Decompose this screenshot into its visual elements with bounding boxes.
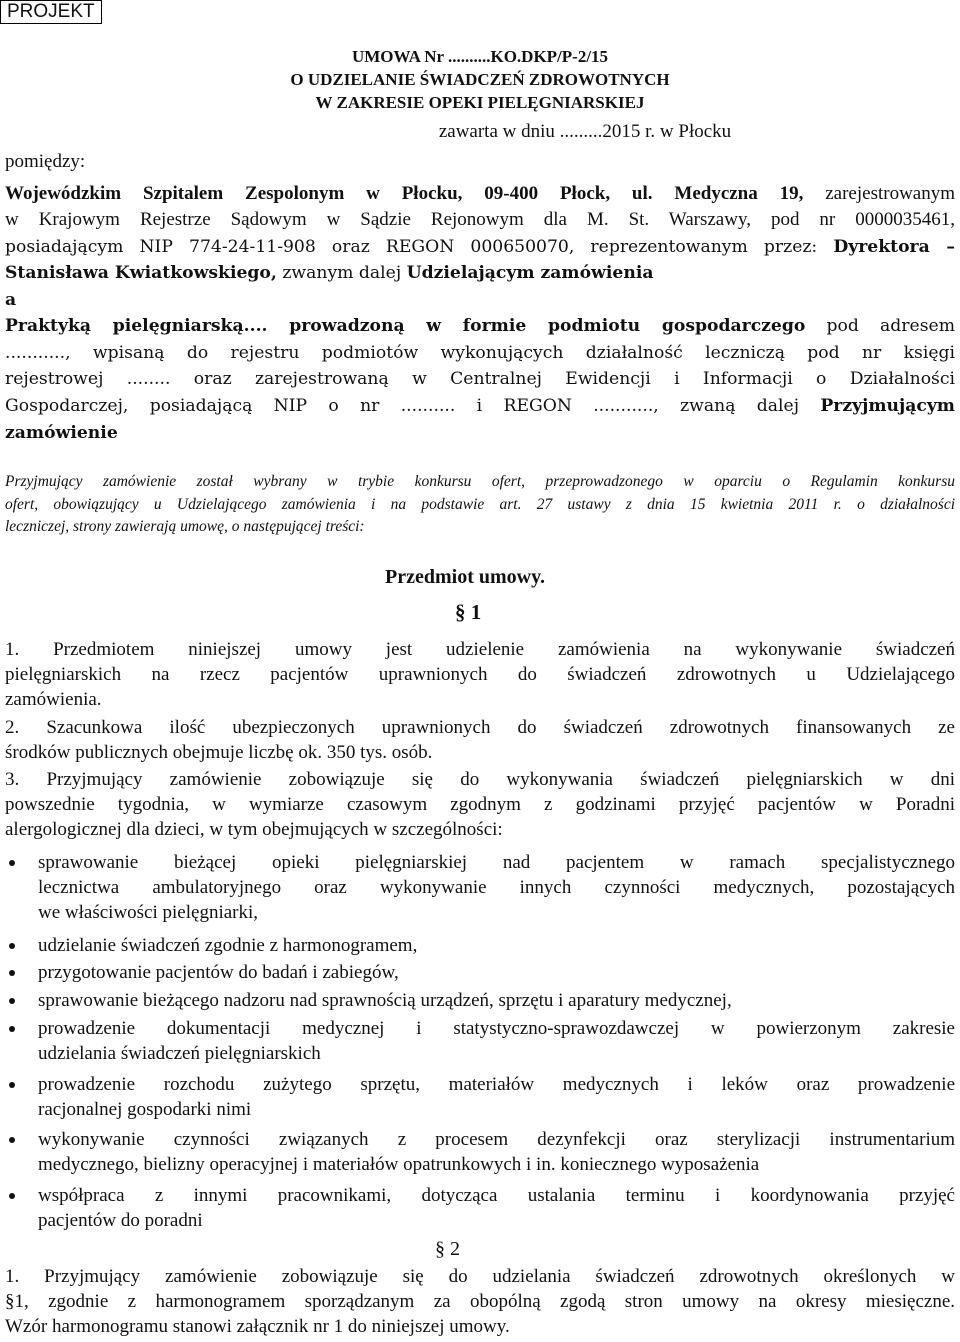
paragraph-1-mark: § 1: [455, 600, 482, 624]
point-2: 2. Szacunkowa ilość ubezpieczonych uprawnionych do świadczeń zdrowotnych finansowanych ze środków publicznych obejmuje liczbę ok. 350 tys. osób.: [5, 717, 955, 763]
and-conjunction: a: [5, 290, 17, 310]
nursing-practice: Praktyką pielęgniarską.... prowadzoną w formie podmiotu gospodarczego: [5, 316, 806, 336]
list-item: sprawowanie bieżącej opieki pielęgniarskiej nad pacjentem w ramach specjalistycznego lecznictwa ambulatoryjnego oraz wykonywanie innych czynności medycznych, pozostających we właściwości pielęgniarki,: [5, 850, 955, 925]
bullet-icon: [9, 970, 15, 976]
contract-title: UMOWA Nr ..........KO.DKP/P-2/15: [351, 47, 609, 66]
contract-subtitle-2: W ZAKRESIE OPEKI PIELĘGNIARSKIEJ: [315, 93, 645, 112]
list-item: udzielanie świadczeń zgodnie z harmonogramem,: [5, 933, 955, 958]
list-item: prowadzenie dokumentacji medycznej i statystyczno-sprawozdawczej w powierzonym zakresie udzielania świadczeń pielęgniarskich: [5, 1016, 955, 1066]
bullet-icon: [9, 1026, 15, 1032]
bullet-icon: [9, 860, 15, 866]
contract-header: [5, 45, 955, 114]
point-1: 1. Przedmiotem niniejszej umowy jest udzielenie zamówienia na wykonywanie świadczeń pielęgniarskich na rzecz pacjentów uprawnionych do świadczeń zdrowotnych u Udzielającego zamówienia.: [5, 639, 955, 710]
party-2-line-5: zamówienie: [5, 423, 118, 443]
list-item: prowadzenie rozchodu zużytego sprzętu, materiałów medycznych i leków oraz prowadzenie racjonalnej gospodarki nimi: [5, 1072, 955, 1122]
draft-badge: PROJEKT: [0, 0, 102, 24]
ordering-party-label: Udzielającym zamówienia: [406, 263, 654, 283]
preamble-line-2: ofert, obowiązujący u Udzielającego zamówienia i na podstawie art. 27 ustawy z dnia 15 kwietnia 2011 r. o działalności: [5, 496, 955, 513]
party-1-line-1: Wojewódzkim Szpitalem Zespolonym w Płocku, 09-400 Płock, ul. Medyczna 19, zarejestrowanym: [5, 183, 956, 204]
section-title: Przedmiot umowy.: [385, 566, 545, 588]
party-2-line-1: Praktyką pielęgniarską.... prowadzoną w formie podmiotu gospodarczego pod adresem: [5, 316, 955, 336]
parties-between: pomiędzy:: [5, 151, 86, 172]
paragraph-2-text: 1. Przyjmujący zamówienie zobowiązuje się do udzielania świadczeń zdrowotnych określonych w §1, zgodnie z harmonogramem sporządzanym za obopólną zgodą stron umowy na okresy miesięczne. Wzór harmonogramu stanowi załącznik nr 1 do niniejszej umowy.: [5, 1266, 955, 1337]
preamble-line-3: leczniczej, strony zawierają umowę, o następującej treści:: [5, 518, 365, 535]
list-item: współpraca z innymi pracownikami, dotycząca ustalania terminu i koordynowania przyjęć pacjentów do poradni: [5, 1183, 955, 1233]
party-2-line-2: ..........., wpisaną do rejestru podmiotów wykonujących działalność leczniczą pod nr księgi: [5, 343, 955, 363]
director-name: Stanisława Kwiatkowskiego,: [5, 263, 277, 283]
list-item: sprawowanie bieżącego nadzoru nad sprawnością urządzeń, sprzętu i aparatury medycznej,: [5, 988, 955, 1013]
party-1-line-2: w Krajowym Rejestrze Sądowym w Sądzie Rejonowym dla M. St. Warszawy, pod nr 0000035461,: [5, 209, 955, 230]
list-item: wykonywanie czynności związanych z procesem dezynfekcji oraz sterylizacji instrumentarium medycznego, bielizny operacyjnej i materiałów opatrunkowych i in. koniecznego wyposażenia: [5, 1127, 955, 1177]
bullet-icon: [9, 1137, 15, 1143]
bullet-icon: [9, 998, 15, 1004]
paragraph-2-mark: § 2: [435, 1238, 460, 1260]
party-1-line-4: Stanisława Kwiatkowskiego, zwanym dalej Udzielającym zamówienia: [5, 263, 654, 283]
bullet-icon: [9, 943, 15, 949]
party-2-line-3: rejestrowej ........ oraz zarejestrowaną w Centralnej Ewidencji i Informacji o Działalności: [5, 369, 955, 389]
contractor-label: Przyjmującym: [820, 396, 955, 416]
hospital-name: Wojewódzkim Szpitalem Zespolonym w Płocku, 09-400 Płock, ul. Medyczna 19,: [5, 183, 804, 204]
bullet-icon: [9, 1193, 15, 1199]
party-1-line-3: posiadającym NIP 774-24-11-908 oraz REGON 000650070, reprezentowanym przez: Dyrektora –: [5, 237, 955, 257]
point-3: 3. Przyjmujący zamówienie zobowiązuje się do wykonywania świadczeń pielęgniarskich w dni powszednie tygodnia, w wymiarze czasowym zgodnym z godzinami przyjęć pacjentów w Poradni alergologicznej dla dzieci, w tym obejmujących w szczególności:: [5, 769, 955, 840]
list-item: przygotowanie pacjentów do badań i zabiegów,: [5, 960, 955, 985]
preamble-line-1: Przyjmujący zamówienie został wybrany w trybie konkursu ofert, przeprowadzonego w oparciu o Regulamin konkursu: [5, 473, 955, 490]
party-2-line-4: Gospodarczej, posiadającą NIP o nr .......... i REGON ..........., zwaną dalej Przyjmującym: [5, 396, 955, 416]
contract-date-line: zawarta w dniu .........2015 r. w Płocku: [438, 121, 732, 142]
bullet-icon: [9, 1082, 15, 1088]
contract-subtitle-1: O UDZIELANIE ŚWIADCZEŃ ZDROWOTNYCH: [290, 70, 670, 89]
